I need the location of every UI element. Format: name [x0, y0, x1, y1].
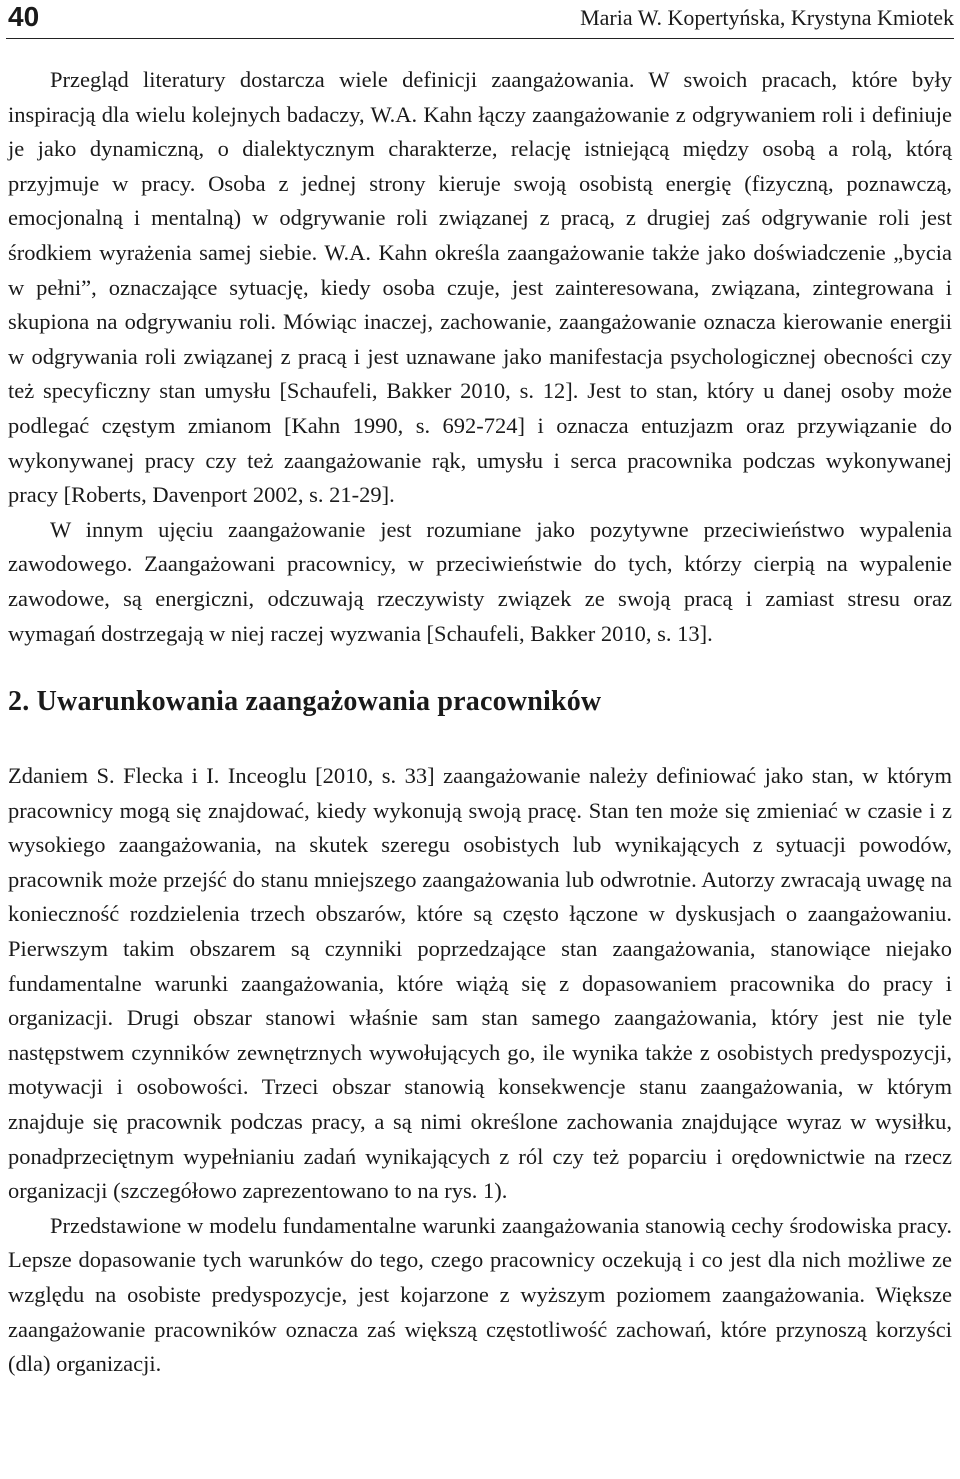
section-heading: 2. Uwarunkowania zaangażowania pracowników	[8, 686, 602, 718]
paragraph-fleck-inceoglu: Zdaniem S. Flecka i I. Inceoglu [2010, s. 33] zaangażowanie należy definiować jako stan, w którym pracownicy mogą się znajdować, kiedy wykonują swoją pracę. Stan ten może się zmieniać w czasie i z wysokiego zaangażowania, na skutek szeregu osobistych lub wynikających z sytuacji powodów, pracownik może przejść do stanu mniejszego zaangażowania lub odwrotnie. Autorzy zwracają uwagę na konieczność rozdzielenia trzech obszarów, które są często łączone w dyskusjach o zaangażowaniu. Pierwszym takim obszarem są czynniki poprzedzające stan zaangażowania, stanowiące niejako fundamentalne warunki zaangażowania, które wiążą się z dopasowaniem pracownika do pracy i organizacji. Drugi obszar stanowi właśnie sam stan samego zaangażowania, który jest nie tyle następstwem czynników zewnętrznych wywołujących go, ile wynika także z osobistych predyspozycji, motywacji i osobowości. Trzeci obszar stanowią konsekwencje stanu zaangażowania, w którym znajduje się pracownik podczas pracy, a są nimi określone zachowania znajdujące wyraz w wysiłku, ponadprzeciętnym wypełnianiu zadań wynikających z ról czy też poparciu i orędownictwie na rzecz organizacji (szczegółowo zaprezentowano to na rys. 1).	[8, 763, 952, 1204]
paragraph-model-conditions: Przedstawione w modelu fundamentalne warunki zaangażowania stanowią cechy środowiska pracy. Lepsze dopasowanie tych warunków do tego, czego pracownicy oczekują i co jest dla nich możliwe ze względu na osobiste predyspozycje, jest kojarzone z wyższym poziomem zaangażowania. Większe zaangażowanie pracowników oznacza zaś większą częstotliwość zachowań, które przynoszą korzyści (dla) organizacji.	[8, 1212, 952, 1377]
header-authors: Maria W. Kopertyńska, Krystyna Kmiotek	[580, 5, 954, 30]
page-number: 40	[8, 1, 40, 32]
paragraph-engagement-definitions: Przegląd literatury dostarcza wiele definicji zaangażowania. W swoich pracach, które były inspiracją dla wielu kolejnych badaczy, W.A. Kahn łączy zaangażowanie z odgrywaniem roli i definiuje je jako dynamiczną, o dialektycznym charakterze, relację istniejącą między osobą a rolą, którą przyjmuje w pracy. Osoba z jednej strony kieruje swoją osobistą energię (fizyczną, poznawczą, emocjonalną i mentalną) w odgrywanie roli związanej z pracą, z drugiej zaś odgrywanie roli jest środkiem wyrażenia samej siebie. W.A. Kahn określa zaangażowanie także jako doświadczenie „bycia w pełni”, oznaczające sytuację, kiedy osoba czuje, jest zainteresowana, związana, zintegrowana i skupiona na odgrywaniu roli. Mówiąc inaczej, zachowanie, zaangażowanie oznacza kierowanie energii w odgrywania roli związanej z pracą i jest uznawane jako manifestacja psychologicznej obecności czy też specyficzny stan umysłu [Schaufeli, Bakker 2010, s. 12]. Jest to stan, który u danej osoby może podlegać częstym zmianom [Kahn 1990, s. 692-724] i oznacza entuzjazm oraz przywiązanie do wykonywanej pracy czy też zaangażowanie rąk, umysłu i serca pracownika podczas wykonywanej pracy [Roberts, Davenport 2002, s. 21-29].	[8, 67, 952, 508]
paragraph-burnout-opposite: W innym ujęciu zaangażowanie jest rozumiane jako pozytywne przeciwieństwo wypalenia zawodowego. Zaangażowani pracownicy, w przeciwieństwie do tych, którzy cierpią na wypalenie zawodowe, są energiczni, odczuwają rzeczywisty związek ze swoją pracą i zamiast stresu oraz wymagań dostrzegają w niej raczej wyzwania [Schaufeli, Bakker 2010, s. 13].	[8, 516, 952, 646]
running-header	[6, 0, 954, 39]
body-text	[8, 63, 952, 1382]
